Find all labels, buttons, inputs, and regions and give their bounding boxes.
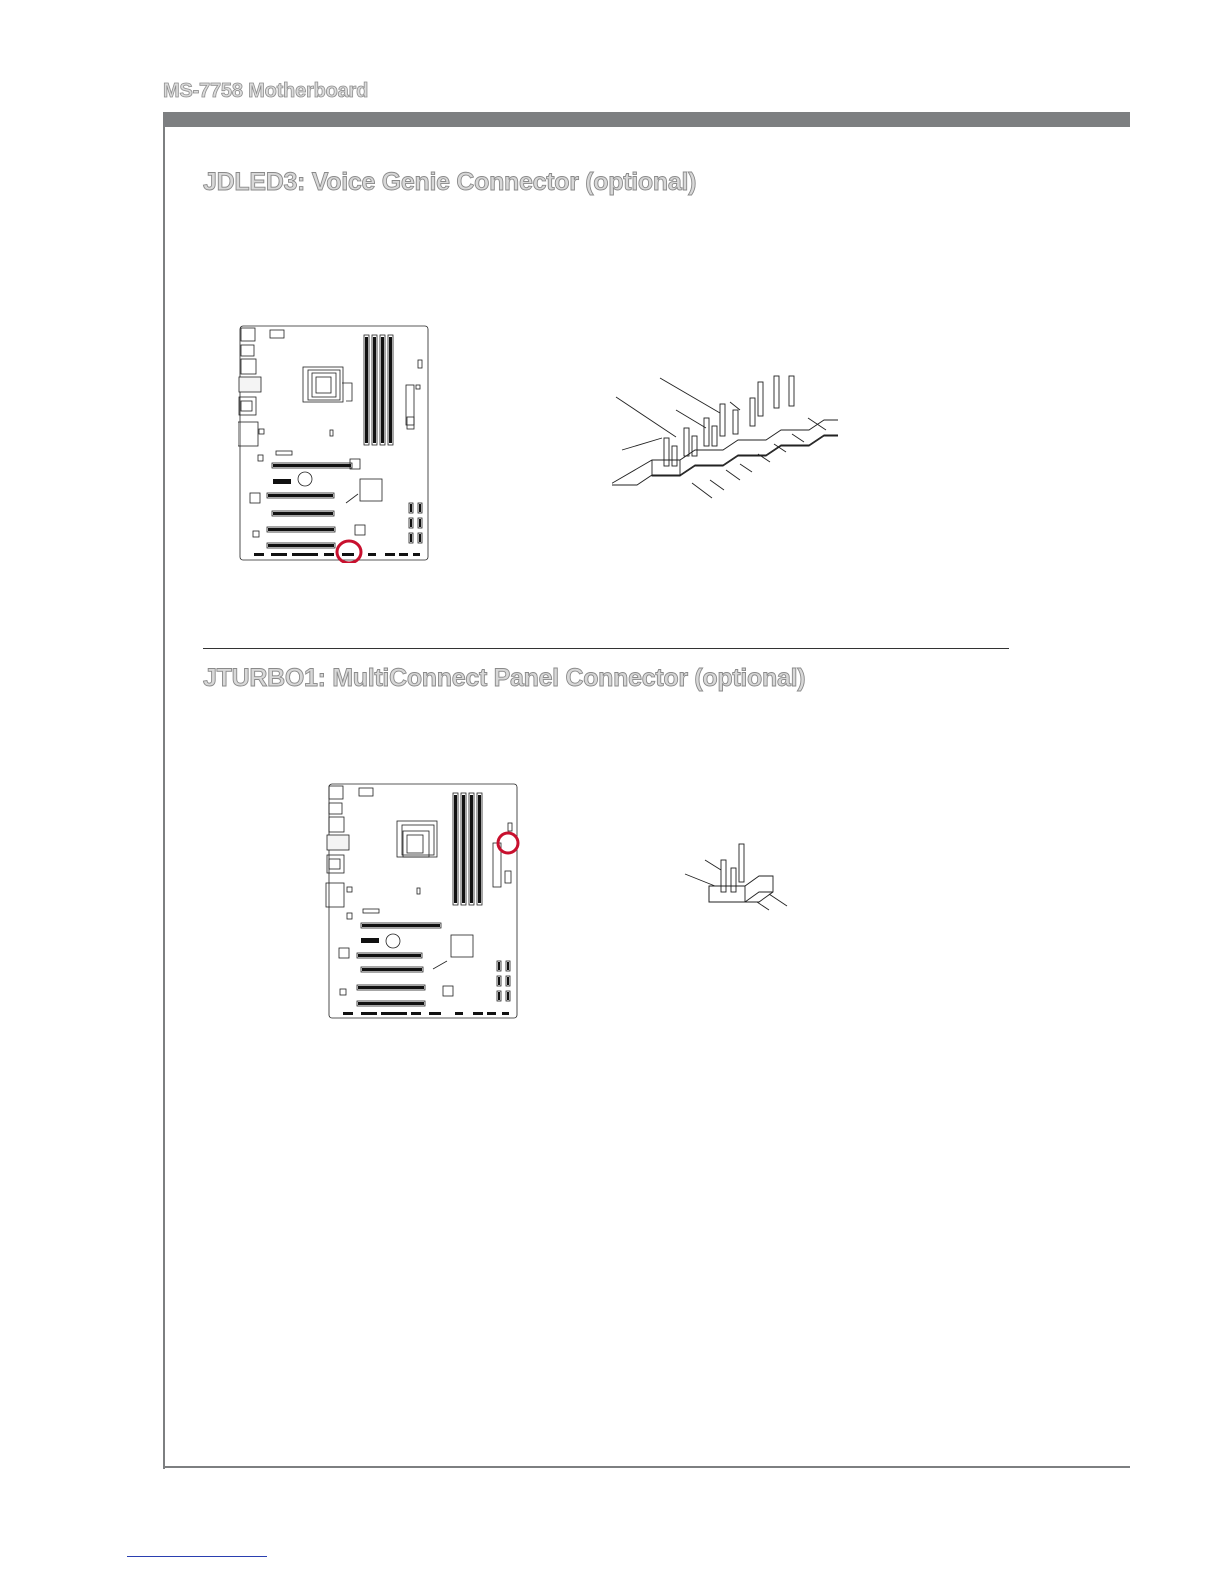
motherboard-diagram-jdled3 — [238, 325, 430, 563]
page-header-model: MS-7758 Motherboard — [163, 80, 369, 102]
header-bar — [163, 112, 1130, 127]
left-margin-rule — [163, 112, 165, 1469]
motherboard-diagram-jturbo1 — [325, 783, 525, 1023]
section-divider — [203, 648, 1009, 649]
footer-rule — [163, 1466, 1130, 1468]
pin-diagram-jturbo1 — [683, 840, 793, 930]
pin-diagram-jdled3 — [612, 370, 838, 510]
section-heading-jturbo1: JTURBO1: MultiConnect Panel Connector (optional) — [203, 664, 806, 692]
footer-link-underline — [127, 1556, 267, 1557]
section-heading-jdled3: JDLED3: Voice Genie Connector (optional) — [203, 168, 697, 196]
